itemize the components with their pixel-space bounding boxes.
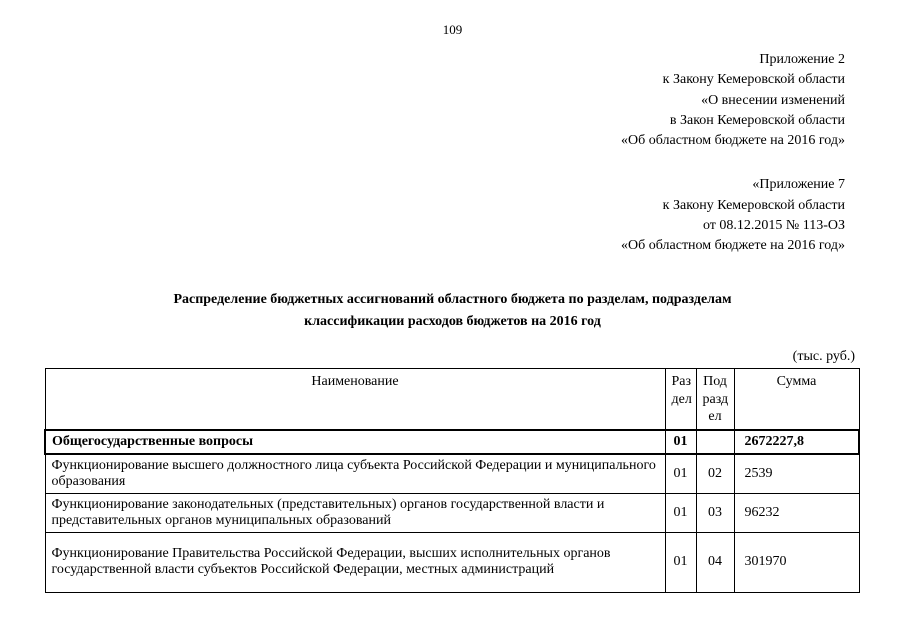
table-header-razdel: [665, 369, 696, 430]
appendix-line: «Об областном бюджете на 2016 год»: [621, 238, 845, 254]
appendix-line: «О внесении изменений: [701, 92, 845, 108]
table-header-podrazdel: [696, 369, 734, 430]
table-header-podrazdel-line: разд: [702, 391, 729, 407]
cell-name: Функционирование высшего должностного лица субъекта Российской Федерации и муниципального образования: [45, 454, 665, 494]
appendix-line: «Об областном бюджете на 2016 год»: [621, 133, 845, 149]
cell-podrazdel: 03: [696, 493, 734, 532]
cell-summa: 301970: [734, 532, 859, 592]
table-header-razdel-line: Раз: [671, 374, 692, 390]
document-title-line-2: классификации расходов бюджетов на 2016 год: [304, 314, 601, 330]
table-row: [45, 430, 859, 454]
budget-table: [44, 368, 860, 593]
cell-summa: 96232: [734, 493, 859, 532]
cell-name: Функционирование законодательных (представительных) органов государственной власти и представительных органов муниципальных образований: [45, 493, 665, 532]
units-label: (тыс. руб.): [792, 349, 855, 365]
table-header-razdel-line: дел: [671, 391, 692, 407]
document-title-line-1: Распределение бюджетных ассигнований областного бюджета по разделам, подразделам: [173, 291, 732, 307]
table-row: [45, 493, 859, 532]
appendix-line: Приложение 2: [759, 52, 845, 67]
cell-name: Функционирование Правительства Российской Федерации, высших исполнительных органов государственной власти субъектов Российской Федерации, местных администраций: [45, 532, 665, 592]
cell-razdel: 01: [665, 493, 696, 532]
cell-name: Общегосударственные вопросы: [45, 430, 665, 454]
appendix-note-2: [0, 175, 845, 256]
table-header-summa: Сумма: [734, 369, 859, 430]
document-title: [0, 289, 905, 334]
table-header-name: Наименование: [45, 369, 665, 430]
cell-podrazdel: 02: [696, 454, 734, 494]
cell-razdel: 01: [665, 430, 696, 454]
appendix-note-1: [0, 50, 845, 151]
cell-podrazdel: [696, 430, 734, 454]
appendix-line: от 08.12.2015 № 113-ОЗ: [702, 218, 845, 234]
table-row: [45, 532, 859, 592]
table-header-row: [45, 369, 859, 430]
cell-summa: 2672227,8: [734, 430, 859, 454]
table-header-podrazdel-line: ел: [708, 409, 722, 425]
table-header-podrazdel-line: Под: [703, 374, 727, 390]
page-number: 109: [442, 22, 463, 37]
cell-razdel: 01: [665, 454, 696, 494]
appendix-line: к Закону Кемеровской области: [662, 197, 845, 213]
cell-podrazdel: 04: [696, 532, 734, 592]
appendix-line: к Закону Кемеровской области: [662, 72, 845, 88]
cell-summa: 2539: [734, 454, 859, 494]
table-row: [45, 454, 859, 494]
cell-razdel: 01: [665, 532, 696, 592]
appendix-line: «Приложение 7: [752, 177, 845, 193]
appendix-line: в Закон Кемеровской области: [669, 112, 845, 128]
